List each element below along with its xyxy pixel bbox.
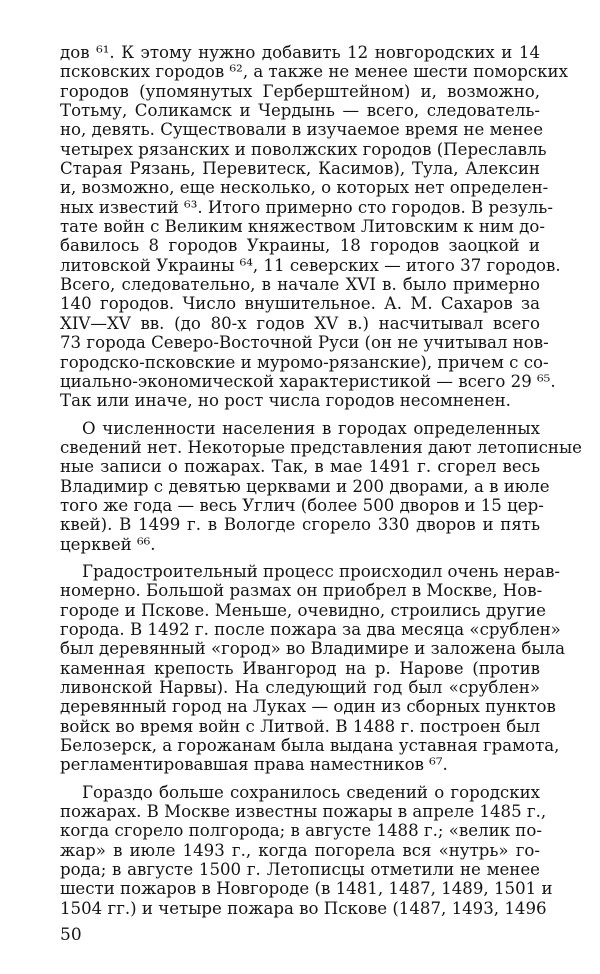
text-line: ных известий ⁶³. Итого примерно сто городов. В резуль- bbox=[60, 197, 553, 217]
text-line: жар» в июле 1493 г., когда погорела вся «нутрь» го- bbox=[60, 840, 540, 860]
text-line: номерно. Большой размах он приобрел в Москве, Нов- bbox=[60, 581, 543, 601]
text-line: регламентировавшая права наместников ⁶⁷. bbox=[60, 755, 448, 775]
text-line: войск во время войн с Литвой. В 1488 г. построен был bbox=[60, 716, 540, 736]
paragraph-1 bbox=[60, 43, 568, 411]
text-line: пожарах. В Москве известны пожары в апреле 1485 г., bbox=[60, 802, 547, 822]
paragraph-2 bbox=[60, 418, 582, 554]
text-line: 140 городов. Число внушительное. А. М. Сахаров за bbox=[60, 294, 540, 314]
text-line: городско-псковские и муромо-рязанские), причем с со- bbox=[60, 352, 549, 372]
text-line: но, девять. Существовали в изучаемое время не менее bbox=[60, 120, 544, 140]
body-text bbox=[60, 43, 582, 918]
text-line: церквей ⁶⁶. bbox=[60, 534, 156, 554]
text-line: XIV—XV вв. (до 80-х годов XV в.) насчитывал всего bbox=[60, 313, 540, 333]
text-line: города. В 1492 г. после пожара за два месяца «срублен» bbox=[60, 619, 561, 639]
text-line: Старая Рязань, Перевитеск, Касимов), Тула, Алексин bbox=[60, 159, 540, 179]
text-line: Белозерск, а горожанам была выдана уставная грамота, bbox=[60, 736, 560, 756]
text-line: Градостроительный процесс происходил очень нерав- bbox=[82, 561, 561, 581]
text-line: дов ⁶¹. К этому нужно добавить 12 новгородских и 14 bbox=[60, 43, 540, 62]
text-line: псковских городов ⁶², а также не менее шести поморских bbox=[60, 62, 568, 82]
text-line: Так или иначе, но рост числа городов несомненен. bbox=[60, 391, 511, 411]
text-line: циально-экономической характеристикой — всего 29 ⁶⁵. bbox=[60, 371, 556, 391]
text-line: когда сгорело полгорода; в августе 1488 г.; «велик по- bbox=[60, 821, 542, 841]
text-line: литовской Украины ⁶⁴, 11 северских — итого 37 городов. bbox=[60, 255, 561, 275]
text-line: городе и Пскове. Меньше, очевидно, строились другие bbox=[60, 600, 547, 620]
text-line: городов (упомянутых Герберштейном) и, возможно, bbox=[60, 81, 540, 101]
paragraph-4 bbox=[60, 782, 553, 918]
text-line: ные записи о пожарах. Так, в мае 1491 г. сгорел весь bbox=[60, 457, 540, 477]
page-number: 50 bbox=[60, 925, 82, 945]
text-line: был деревянный «город» во Владимире и заложена была bbox=[60, 639, 566, 659]
paragraph-3 bbox=[60, 561, 566, 775]
text-line: деревянный город на Луках — один из сборных пунктов bbox=[60, 697, 556, 717]
text-line: шести пожаров в Новгороде (в 1481, 1487, 1489, 1501 и bbox=[60, 879, 553, 899]
text-line: и, возможно, еще несколько, о которых нет определен- bbox=[60, 178, 549, 198]
text-line: ливонской Нарвы). На следующий год был «срублен» bbox=[60, 678, 540, 697]
text-line: бавилось 8 городов Украины, 18 городов заоцкой и bbox=[60, 236, 540, 256]
text-line: тате войн с Великим княжеством Литовским к ним до- bbox=[60, 217, 545, 237]
text-line: О численности населения в городах определенных bbox=[82, 418, 540, 438]
text-line: Всего, следовательно, в начале XVI в. было примерно bbox=[60, 275, 540, 295]
text-line: Тотьму, Соликамск и Чердынь — всего, следователь- bbox=[60, 101, 540, 121]
text-line: 1504 гг.) и четыре пожара во Пскове (1487, 1493, 1496 bbox=[60, 898, 547, 918]
text-line: того же года — весь Углич (более 500 дворов и 15 цер- bbox=[60, 495, 544, 515]
text-line: Гораздо больше сохранилось сведений о городских bbox=[82, 782, 540, 802]
text-line: сведений нет. Некоторые представления дают летописные bbox=[60, 437, 582, 457]
text-line: рода; в августе 1500 г. Летописцы отметили не менее bbox=[60, 860, 540, 880]
text-line: квей). В 1499 г. в Вологде сгорело 330 дворов и пять bbox=[60, 515, 540, 535]
text-line: каменная крепость Ивангород на р. Нарове (против bbox=[60, 658, 540, 678]
text-line: 73 города Северо-Восточной Руси (он не учитывал нов- bbox=[60, 333, 549, 353]
text-line: четырех рязанских и поволжских городов (Переславль bbox=[60, 139, 547, 159]
text-line: Владимир с девятью церквами и 200 дворами, а в июле bbox=[60, 476, 550, 496]
